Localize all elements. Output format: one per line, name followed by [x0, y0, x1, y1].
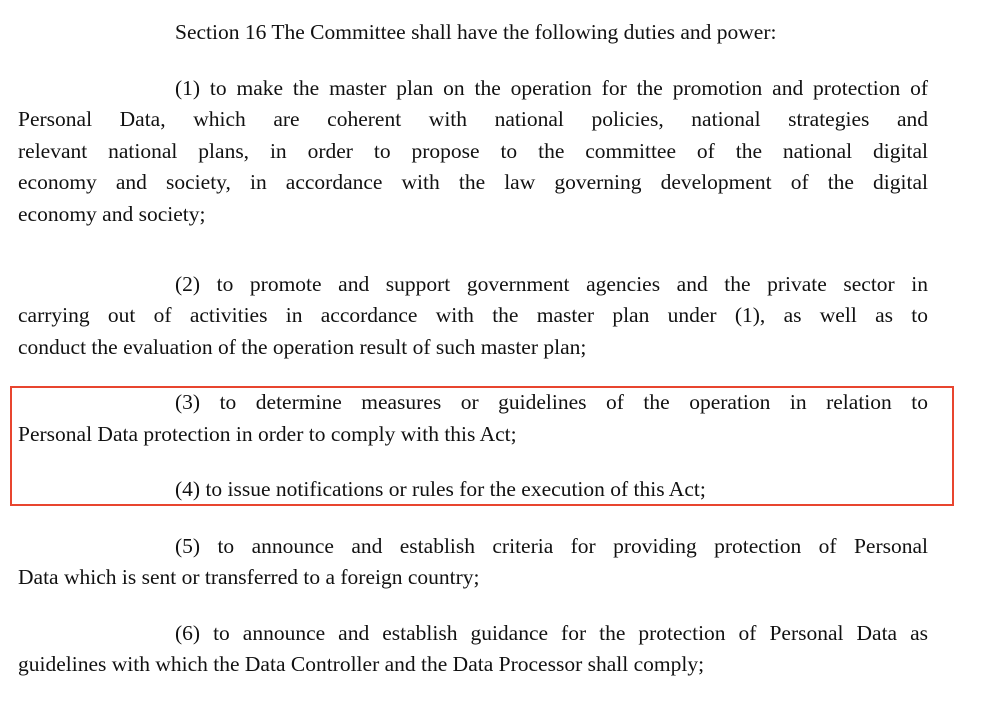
item-3-line-1: (3) to determine measures or guidelines of the operation in relation to	[175, 390, 928, 414]
item-5-line-1: (5) to announce and establish criteria for providing protection of Personal	[175, 534, 928, 558]
item-5-line-2: Data which is sent or transferred to a foreign country;	[18, 565, 480, 589]
item-4-line-1: (4) to issue notifications or rules for the execution of this Act;	[175, 477, 706, 501]
item-1-line-5: economy and society;	[18, 202, 206, 226]
item-1-line-4: economy and society, in accordance with the law governing development of the digital	[18, 170, 928, 194]
item-6-line-2: guidelines with which the Data Controller and the Data Processor shall comply;	[18, 652, 705, 676]
item-3-line-2: Personal Data protection in order to comply with this Act;	[18, 422, 517, 446]
item-2-line-1: (2) to promote and support government agencies and the private sector in	[175, 272, 928, 296]
item-1-line-1: (1) to make the master plan on the operation for the promotion and protection of	[175, 76, 928, 100]
item-1-line-3: relevant national plans, in order to propose to the committee of the national digital	[18, 139, 928, 163]
section-heading: Section 16 The Committee shall have the following duties and power:	[175, 20, 777, 44]
item-1-line-2: Personal Data, which are coherent with national policies, national strategies and	[18, 107, 928, 131]
item-6-line-1: (6) to announce and establish guidance for the protection of Personal Data as	[175, 621, 928, 645]
item-2-line-3: conduct the evaluation of the operation result of such master plan;	[18, 335, 587, 359]
item-2-line-2: carrying out of activities in accordance with the master plan under (1), as well as to	[18, 303, 928, 327]
